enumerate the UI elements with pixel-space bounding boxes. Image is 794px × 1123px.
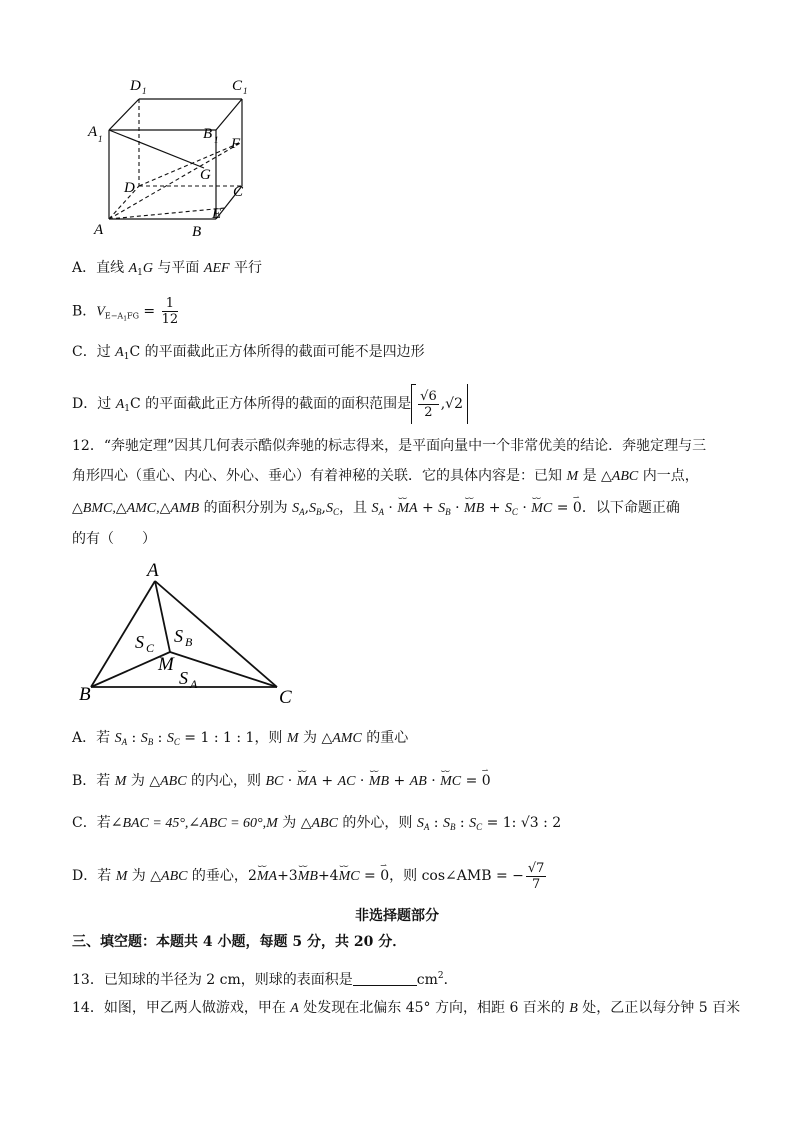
text: C: [129, 344, 141, 360]
text: 的垂心，: [187, 868, 248, 884]
text: 的平面截此正方体所得的截面的面积范围是: [140, 396, 412, 412]
text: 处，乙正以每分钟 5 百米: [577, 1000, 741, 1016]
text: 7: [532, 876, 541, 892]
q12-line3: △BMC,△AMC,△AMB 的面积分别为 $S_A,S_B,S_C$，且 $S_A$ · ⌣⌣ MA + $S_B$ · ⌣⌣ MB + $S_C$ · ⌣⌣ MC = ⇀ 0．以下命题正确: [72, 498, 680, 522]
label-G: G: [200, 167, 211, 183]
text: 1: [162, 296, 179, 312]
label-B1-sub: 1: [214, 135, 219, 145]
text: √6: [420, 388, 437, 404]
text: M: [286, 731, 299, 746]
tri-label-B: B: [79, 684, 91, 705]
section-subtitle: 三、填空题：本题共 4 小题，每题 5 分，共 20 分．: [72, 934, 407, 950]
label-D1-sub: 1: [142, 86, 147, 96]
q12-option-b: B．若 M 为 △ABC 的内心，则 BC · ⌣⌣ MA + AC · ⌣⌣ MB + AB · ⌣⌣ MC = ⇀ 0: [72, 771, 491, 792]
tri-label-SB-sub: B: [185, 635, 193, 649]
text: 内一点，: [638, 468, 699, 484]
tri-label-SC-sub: C: [146, 641, 155, 655]
text: A: [115, 397, 125, 412]
tri-label-SA: S: [179, 668, 188, 688]
text: S: [292, 501, 300, 516]
text: 13．已知球的半径为 2 cm，则球的表面积是: [72, 972, 353, 988]
text: 2: [437, 971, 444, 981]
text: AEF: [203, 261, 230, 276]
text: ，则: [254, 730, 287, 746]
text: 1: [123, 352, 130, 362]
text: D．过: [72, 396, 116, 412]
text: △ABC: [150, 869, 188, 884]
text: 为: [298, 730, 322, 746]
text: G: [142, 261, 153, 276]
q12-option-a: A．若 $S_A$ : $S_B$ : $S_C = 1$ : 1 : 1，则 M 为 △AMC 的重心: [72, 730, 409, 747]
text: 2: [424, 404, 433, 420]
q12-line1: 12．“奔驰定理”因其几何表示酷似奔驰的标志得来，是平面向量中一个非常优美的结论．奔驰定理与三: [72, 438, 707, 454]
label-D: D: [124, 180, 135, 196]
text: ．以下命题正确: [581, 500, 680, 516]
label-A1: A: [88, 124, 98, 140]
tri-label-SA-sub: A: [190, 677, 198, 691]
text: D．若: [72, 868, 116, 884]
label-D1: D: [130, 78, 141, 94]
text: B．若: [72, 773, 115, 789]
text: 角形四心（重心、内心、外心、垂心）有着神秘的关联．它的具体内容是：已知: [72, 468, 567, 484]
tri-label-M: M: [158, 654, 174, 675]
fraction: [526, 861, 547, 892]
q11-option-b: [72, 296, 180, 330]
text: A: [290, 1001, 299, 1016]
text: △ABC: [149, 774, 187, 789]
text: △ABC: [300, 816, 338, 831]
text: 是: [578, 468, 602, 484]
tri-label-SC: S: [135, 632, 144, 652]
text: 与平面: [152, 260, 204, 276]
q11-option-d: [72, 383, 468, 430]
text: M: [115, 869, 128, 884]
triangle-figure: [76, 560, 306, 710]
text: C: [129, 396, 141, 412]
text: ⇀ 0: [482, 771, 491, 791]
text: E−A: [104, 311, 124, 321]
answer-blank[interactable]: [353, 971, 417, 986]
text: 处发现在北偏东 45° 方向，相距 6 百米的: [298, 1000, 570, 1016]
label-A1-sub: 1: [98, 134, 103, 144]
q12-option-d: D．若 M 为 △ABC 的垂心，2⌣⌣ MA+3⌣⌣ MB+4⌣⌣ MC = ⇀ 0，则 cos∠AMB = − $\frac{√7}{7}$: [72, 858, 548, 895]
text: ⇀ 0: [573, 498, 582, 518]
text: △ABC: [601, 469, 639, 484]
text: B: [569, 1001, 578, 1016]
text: 14．如图，甲乙两人做游戏，甲在: [72, 1000, 291, 1016]
text: 的面积分别为: [199, 500, 293, 516]
q12-line2: [72, 466, 699, 487]
text: 12: [161, 312, 179, 327]
text: 的重心: [361, 730, 409, 746]
q11-option-a: [72, 258, 262, 283]
text: B．: [72, 303, 97, 320]
text: A．直线: [72, 260, 129, 276]
text: ．: [443, 972, 458, 988]
text: A: [128, 261, 138, 276]
label-C1-sub: 1: [243, 86, 248, 96]
text: 的外心，则: [337, 815, 417, 831]
label-B1: B: [203, 126, 213, 142]
section-title: 非选择题部分: [355, 908, 439, 924]
label-E: E: [212, 206, 222, 222]
text: √7: [527, 860, 545, 876]
text: C．若: [72, 815, 111, 831]
text: cm: [416, 972, 438, 988]
fraction: [162, 296, 179, 327]
label-C: C: [233, 184, 244, 200]
text: A．若: [72, 730, 115, 746]
text: 平行: [229, 260, 262, 276]
text: 1 : 1 : 1: [200, 730, 255, 746]
fraction: [418, 389, 439, 420]
text: ，则 cos∠AMB = −: [389, 868, 524, 884]
q14: [72, 998, 740, 1019]
label-A: A: [94, 222, 104, 238]
label-F: F: [231, 136, 241, 152]
tri-label-SB: S: [174, 626, 183, 646]
label-B: B: [192, 224, 202, 240]
text: △AMC: [321, 731, 362, 746]
text: C．过: [72, 344, 116, 360]
q12-line4: 的有（ ）: [72, 531, 156, 547]
text: 为: [126, 773, 150, 789]
text: 1: √3 : 2: [502, 815, 562, 831]
text: M: [266, 816, 278, 831]
text: V: [96, 304, 105, 320]
text: 1: [137, 268, 143, 278]
text: 的内心，则: [186, 773, 266, 789]
text: △BMC,△AMC,△AMB: [72, 501, 200, 516]
text: ,: [440, 396, 446, 412]
text: 1: [124, 404, 130, 414]
text: =: [138, 303, 160, 320]
text: A: [115, 345, 124, 360]
text: 的平面截此正方体所得的截面可能不是四边形: [140, 344, 425, 360]
tri-label-A: A: [147, 560, 159, 581]
text: 1: [123, 315, 128, 323]
text: ，且: [339, 500, 372, 516]
cube-figure: [84, 72, 264, 242]
text: FG: [127, 311, 139, 321]
text: 为: [277, 815, 301, 831]
text: 为: [127, 868, 151, 884]
q11-option-c: [72, 342, 425, 367]
text: √2: [445, 396, 463, 412]
tri-label-C: C: [279, 687, 292, 708]
label-C1: C: [232, 78, 243, 94]
text: M: [114, 774, 127, 789]
q13: [72, 966, 458, 990]
interval-bracket: [411, 384, 468, 424]
q12-option-c: C．若∠BAC = 45°,∠ABC = 60°,M 为 △ABC 的外心，则 $S_A$ : $S_B$ : $S_C = 1$: √3 : 2: [72, 815, 562, 832]
text: M: [566, 469, 579, 484]
text: ⇀ 0: [380, 858, 389, 894]
text: ∠BAC = 45°,∠ABC = 60°,: [110, 816, 267, 831]
